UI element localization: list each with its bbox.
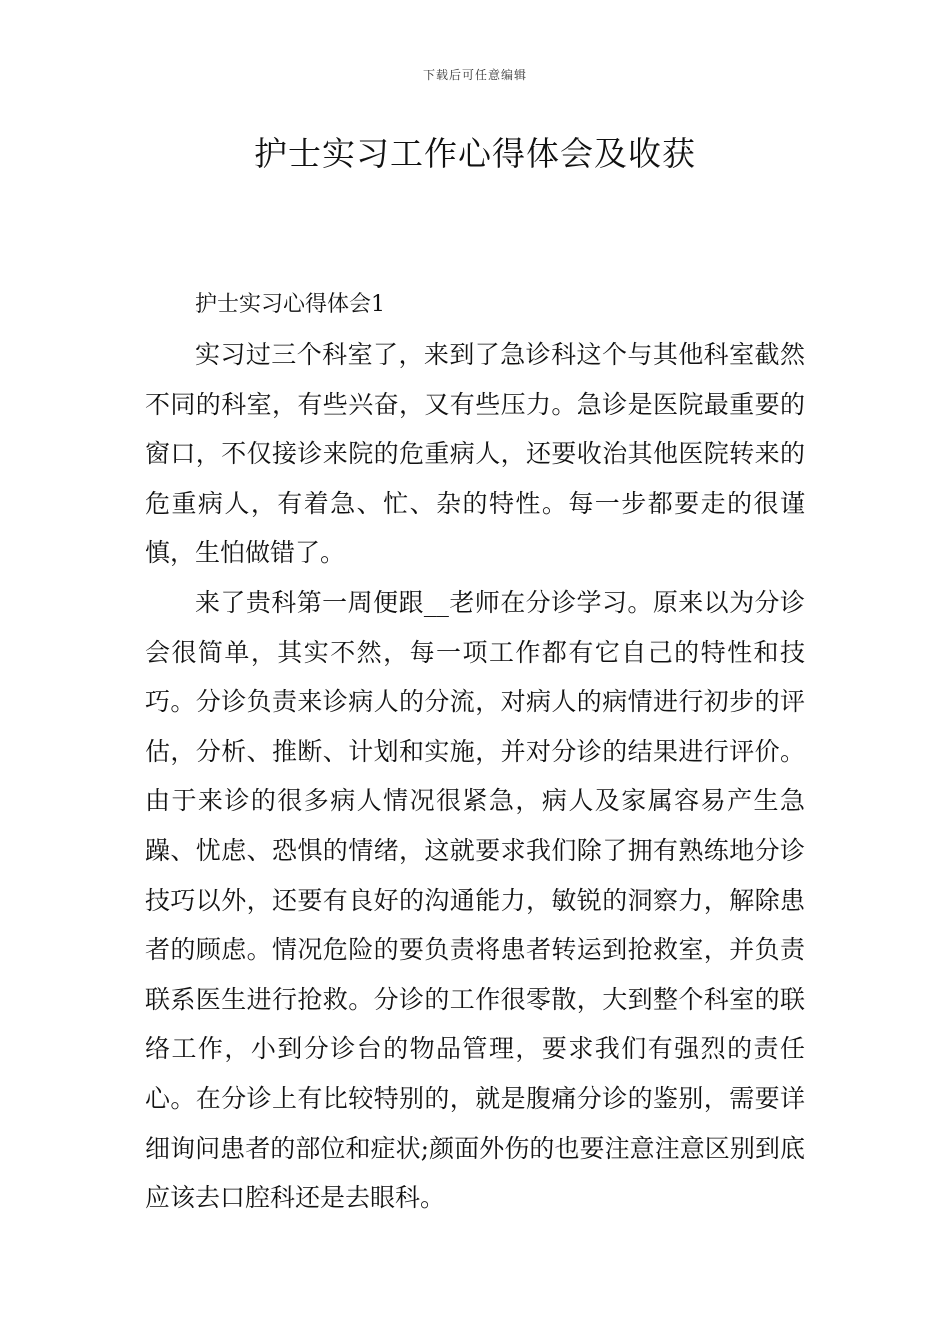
document-title: 护士实习工作心得体会及收获 <box>254 134 696 173</box>
document-body <box>145 280 805 1223</box>
header-note: 下载后可任意编辑 <box>422 68 527 82</box>
paragraph-2: 来了贵科第一周便跟__老师在分诊学习。原来以为分诊会很简单，其实不然，每一项工作都有它自己的特性和技巧。分诊负责来诊病人的分流，对病人的病情进行初步的评估，分析、推断、计划和实施，并对分诊的结果进行评价。由于来诊的很多病人情况很紧急，病人及家属容易产生急躁、忧虑、恐惧的情绪，这就要求我们除了拥有熟练地分诊技巧以外，还要有良好的沟通能力，敏锐的洞察力，解除患者的顾虑。情况危险的要负责将患者转运到抢救室，并负责联系医生进行抢救。分诊的工作很零散，大到整个科室的联络工作，小到分诊台的物品管理，要求我们有强烈的责任心。在分诊上有比较特别的，就是腹痛分诊的鉴别，需要详细询问患者的部位和症状;颜面外伤的也要注意注意区别到底应该去口腔科还是去眼科。 <box>145 587 805 1213</box>
paragraph-1: 实习过三个科室了，来到了急诊科这个与其他科室截然不同的科室，有些兴奋，又有些压力。急诊是医院最重要的窗口，不仅接诊来院的危重病人，还要收治其他医院转来的危重病人，有着急、忙、杂的特性。每一步都要走的很谨慎，生怕做错了。 <box>145 340 805 568</box>
section-heading: 护士实习心得体会1 <box>195 292 385 317</box>
